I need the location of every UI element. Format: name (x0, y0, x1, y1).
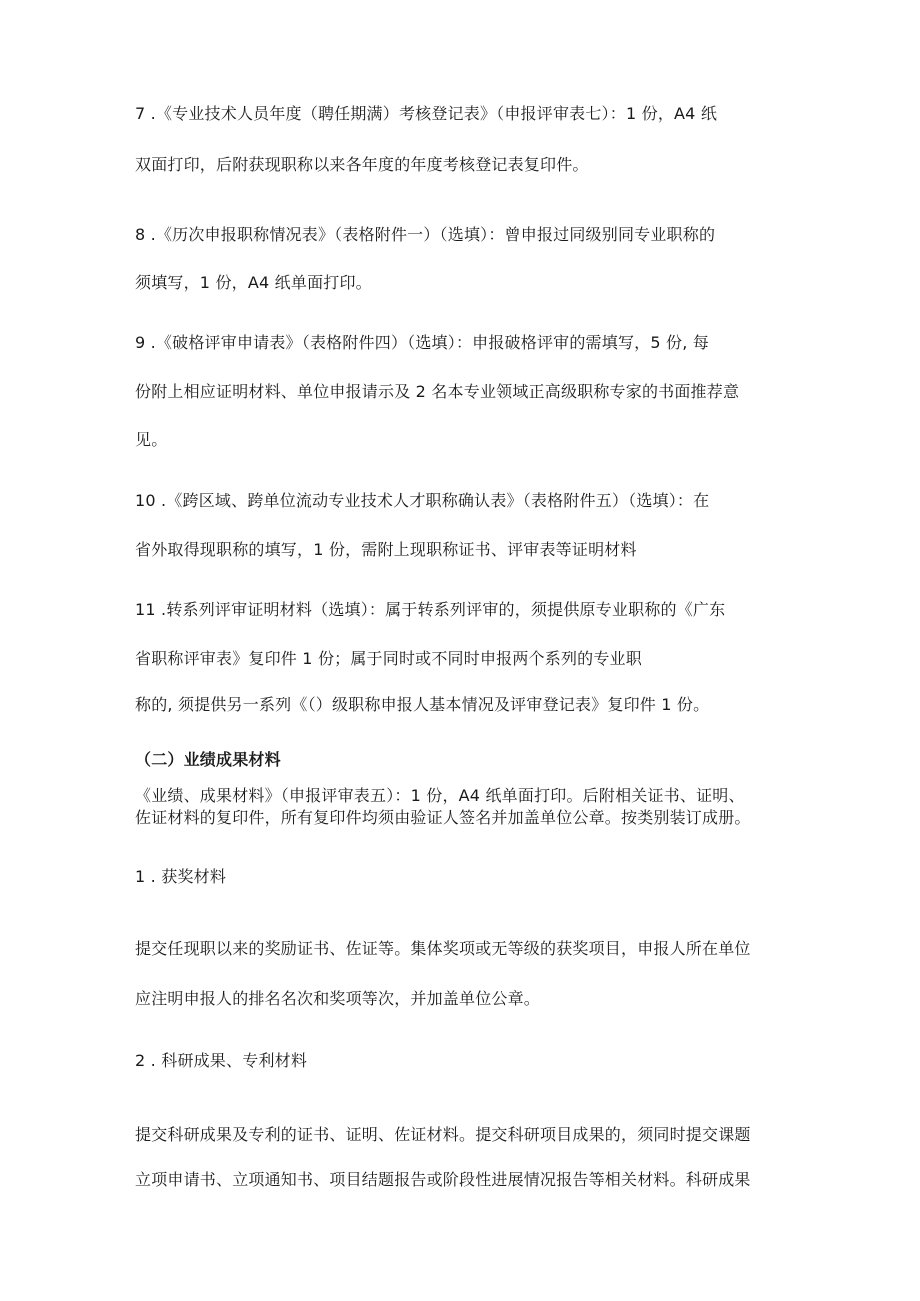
item-10-line-1: 10 .《跨区域、跨单位流动专业技术人才职称确认表》（表格附件五）（选填）：在 (135, 491, 710, 510)
item-11-line-2: 省职称评审表》复印件 1 份；属于同时或不同时申报两个系列的专业职 (135, 649, 642, 668)
item-11-line-1: 11 .转系列评审证明材料（选填）：属于转系列评审的，须提供原专业职称的《广东 (135, 600, 726, 619)
subitem-2-title: 2 . 科研成果、专利材料 (135, 1051, 308, 1070)
section-intro-line-1: 《业绩、成果材料》（申报评审表五）：1 份，A4 纸单面打印。后附相关证书、证明、 (135, 786, 745, 805)
item-7-line-1: 7 .《专业技术人员年度（聘任期满）考核登记表》（申报评审表七）：1 份，A4 纸 (135, 104, 718, 123)
subitem-1-line-2: 应注明申报人的排名名次和奖项等次，并加盖单位公章。 (135, 989, 541, 1008)
item-9-line-3: 见。 (135, 430, 168, 449)
item-11-line-3: 称的, 须提供另一系列《（）级职称申报人基本情况及评审登记表》复印件 1 份。 (135, 695, 710, 714)
item-9-line-2: 份附上相应证明材料、单位申报请示及 2 名本专业领域正高级职称专家的书面推荐意 (135, 382, 740, 401)
item-7-line-2: 双面打印，后附获现职称以来各年度的年度考核登记表复印件。 (135, 155, 589, 174)
section-intro-line-2: 佐证材料的复印件，所有复印件均须由验证人签名并加盖单位公章。按类别装订成册。 (135, 808, 751, 827)
subitem-1-line-1: 提交任现职以来的奖励证书、佐证等。集体奖项或无等级的获奖项目，申报人所在单位 (135, 939, 751, 958)
subitem-2-line-1: 提交科研成果及专利的证书、证明、佐证材料。提交科研项目成果的，须同时提交课题 (135, 1125, 751, 1144)
section-heading: （二）业绩成果材料 (135, 750, 281, 769)
item-9-line-1: 9 .《破格评审申请表》（表格附件四）（选填）：申报破格评审的需填写，5 份, 每 (135, 333, 709, 352)
item-8-line-2: 须填写，1 份，A4 纸单面打印。 (135, 273, 372, 292)
subitem-1-title: 1 . 获奖材料 (135, 867, 227, 886)
item-10-line-2: 省外取得现职称的填写，1 份，需附上现职称证书、评审表等证明材料 (135, 540, 637, 559)
subitem-2-line-2: 立项申请书、立项通知书、项目结题报告或阶段性进展情况报告等相关材料。科研成果 (135, 1170, 751, 1189)
item-8-line-1: 8 .《历次申报职称情况表》（表格附件一）（选填）：曾申报过同级别同专业职称的 (135, 225, 716, 244)
